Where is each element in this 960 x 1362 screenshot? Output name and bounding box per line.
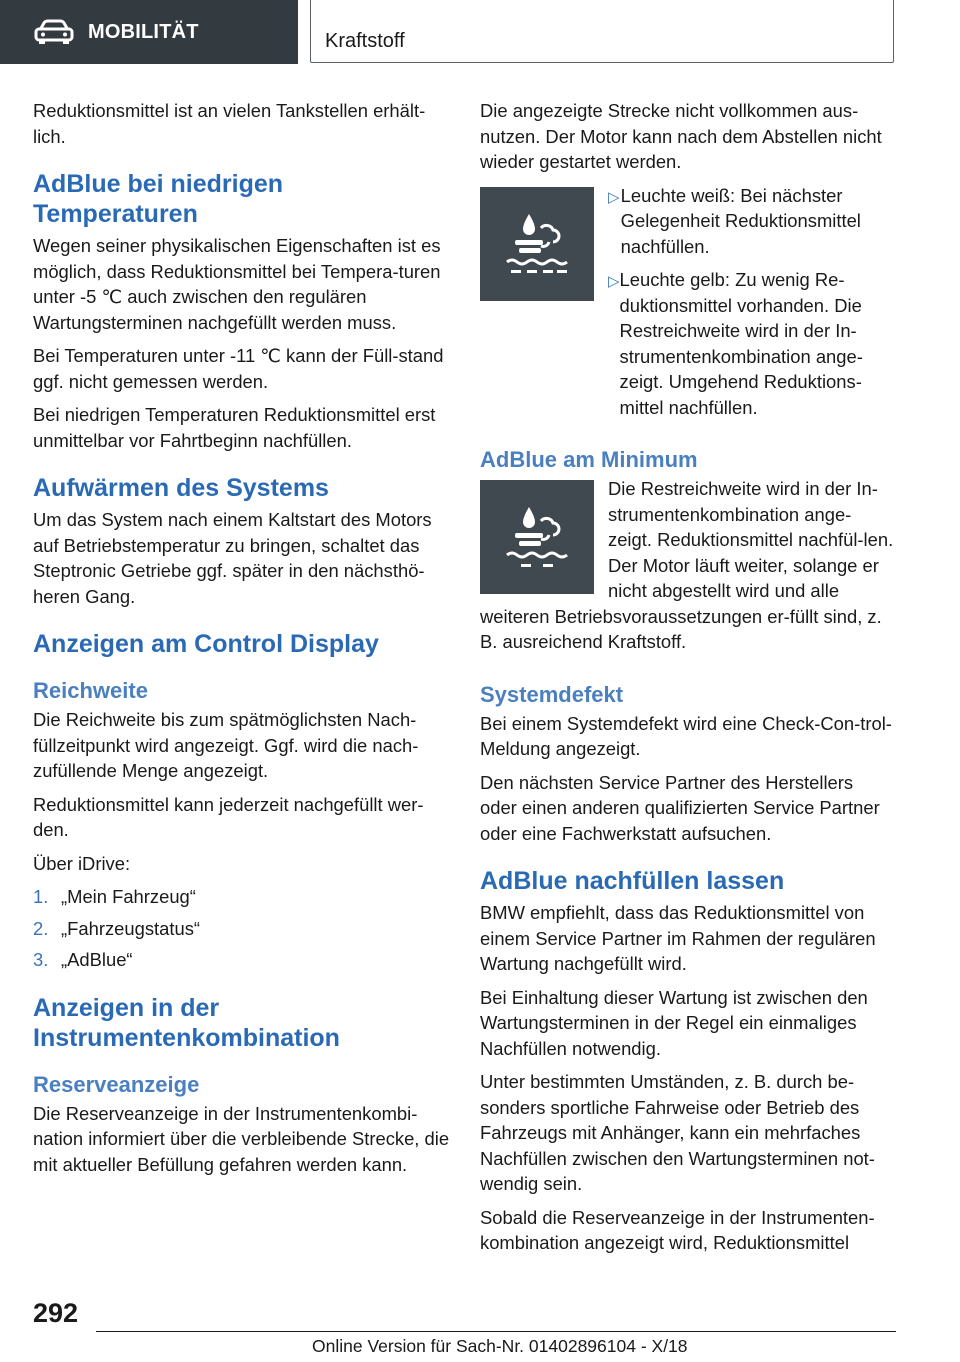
list-item: [608, 183, 894, 260]
paragraph: Reduktionsmittel ist an vielen Tankstellen erhält-lich.: [33, 100, 426, 147]
list-item: [33, 884, 451, 910]
paragraph: Die Reserveanzeige in der Instrumentenkombi-nation informiert über die verbleibende Strecke, die mit aktueller Befüllung gefahren werden kann.: [33, 1102, 450, 1175]
idrive-steps: [33, 884, 451, 973]
paragraph: Um das System nach einem Kaltstart des Motors auf Betriebstemperatur zu bringen, schaltet das Steptronic Getriebe ggf. später in den nächsthö-heren Gang.: [33, 509, 432, 607]
step-text: „AdBlue“: [61, 949, 133, 970]
adblue-warning-icon: [480, 187, 594, 301]
bullet-triangle-icon: ▷: [608, 273, 620, 290]
paragraph: Über iDrive:: [33, 852, 131, 874]
step-text: „Mein Fahrzeug“: [61, 886, 196, 907]
chapter-title: Kraftstoff: [325, 30, 405, 52]
subheading-defect: Systemdefekt: [480, 681, 624, 707]
heading-refill: AdBlue nachfüllen lassen: [480, 867, 785, 895]
subheading-range: Reichweite: [33, 678, 148, 703]
paragraph: Den nächsten Service Partner des Herstellers oder einen anderen qualifizierten Service Partner oder eine Fachwerkstatt aufsuchen.: [480, 771, 880, 844]
paragraph: BMW empfiehlt, dass das Reduktionsmittel von einem Service Partner im Rahmen der regulären Wartung nachgefüllt wird.: [480, 902, 876, 974]
step-number: 1.: [33, 886, 49, 907]
paragraph: Sobald die Reserveanzeige in der Instrumenten-kombination angezeigt wird, Reduktionsmittel: [480, 1206, 875, 1253]
step-text: „Fahrzeugstatus“: [61, 917, 201, 939]
paragraph: Die Reichweite bis zum spätmöglichsten Nach-füllzeitpunkt wird angezeigt. Ggf. wird die nach-zufüllende Menge angezeigt.: [33, 709, 419, 781]
heading-warmup: Aufwärmen des Systems: [33, 474, 329, 502]
paragraph: Die Restreichweite wird in der In-strumentenkombination ange-zeigt. Reduktionsmittel nachfül-len. Der Motor läuft weiter, solange er nicht abgestellt wird und alle weiteren Betriebsvoraussetzungen er-füllt sind, z. B. ausreichend Kraftstoff.: [480, 478, 894, 652]
step-number: 2.: [33, 917, 49, 939]
adblue-minimum-icon: [480, 480, 594, 594]
footer-divider: [96, 1331, 896, 1332]
subheading-minimum: AdBlue am Minimum: [480, 447, 698, 472]
section-title: MOBILITÄT: [88, 20, 199, 43]
bullet-triangle-icon: ▷: [608, 188, 620, 206]
heading-instrument-cluster: Anzeigen in der Instrumentenkombination: [33, 993, 340, 1052]
step-number: 3.: [33, 949, 49, 970]
list-item: [33, 916, 451, 942]
page-header: [0, 0, 960, 66]
left-column: [33, 98, 451, 1185]
heading-control-display: Anzeigen am Control Display: [33, 630, 379, 658]
car-icon: [34, 19, 74, 45]
chapter-tab: [310, 0, 894, 63]
paragraph: Bei Temperaturen unter -11 ℃ kann der Füll-stand ggf. nicht gemessen werden.: [33, 345, 444, 392]
page-number: 292: [33, 1298, 79, 1328]
paragraph: Bei einem Systemdefekt wird eine Check-Con-trol-Meldung angezeigt.: [480, 712, 892, 759]
bullet-text: Leuchte weiß: Bei nächster Gelegenheit Reduktionsmittel nachfüllen.: [620, 184, 861, 257]
list-item: [608, 267, 894, 420]
paragraph: Bei niedrigen Temperaturen Reduktionsmittel erst unmittelbar vor Fahrtbeginn nachfüllen.: [33, 404, 436, 451]
paragraph: Die angezeigte Strecke nicht vollkommen aus-nutzen. Der Motor kann nach dem Abstellen nicht wieder gestartet werden.: [480, 100, 882, 172]
footer-text: Online Version für Sach-Nr. 01402896104 - X/18: [312, 1336, 688, 1356]
paragraph: Reduktionsmittel kann jederzeit nachgefüllt wer-den.: [33, 793, 424, 840]
bullet-text: Leuchte gelb: Zu wenig Re-duktionsmittel vorhanden. Die Restreichweite wird in der In-strumentenkombination ange-zeigt. Umgehend Reduktions-mittel nachfüllen.: [619, 269, 863, 418]
section-tab: [0, 0, 298, 64]
paragraph: Bei Einhaltung dieser Wartung ist zwischen den Wartungsterminen in der Regel ein einmaliges Nachfüllen notwendig.: [480, 986, 868, 1059]
paragraph: Wegen seiner physikalischen Eigenschaften ist es möglich, dass Reduktionsmittel bei Tempera-turen unter -5 ℃ auch zwischen den regulären Wartungsterminen nachgefüllt werden muss.: [33, 235, 441, 333]
right-column: [480, 98, 894, 1264]
warning-light-list: [608, 183, 894, 429]
paragraph: Unter bestimmten Umständen, z. B. durch be-sonders sportliche Fahrweise oder Betrieb des Fahrzeugs mit Anhänger, kann ein mehrfaches Nachfüllen zwischen den Wartungsterminen not-wendig sein.: [480, 1071, 875, 1194]
heading-low-temperature: AdBlue bei niedrigen Temperaturen: [33, 170, 284, 228]
subheading-reserve: Reserveanzeige: [33, 1071, 200, 1097]
list-item: [33, 947, 451, 973]
